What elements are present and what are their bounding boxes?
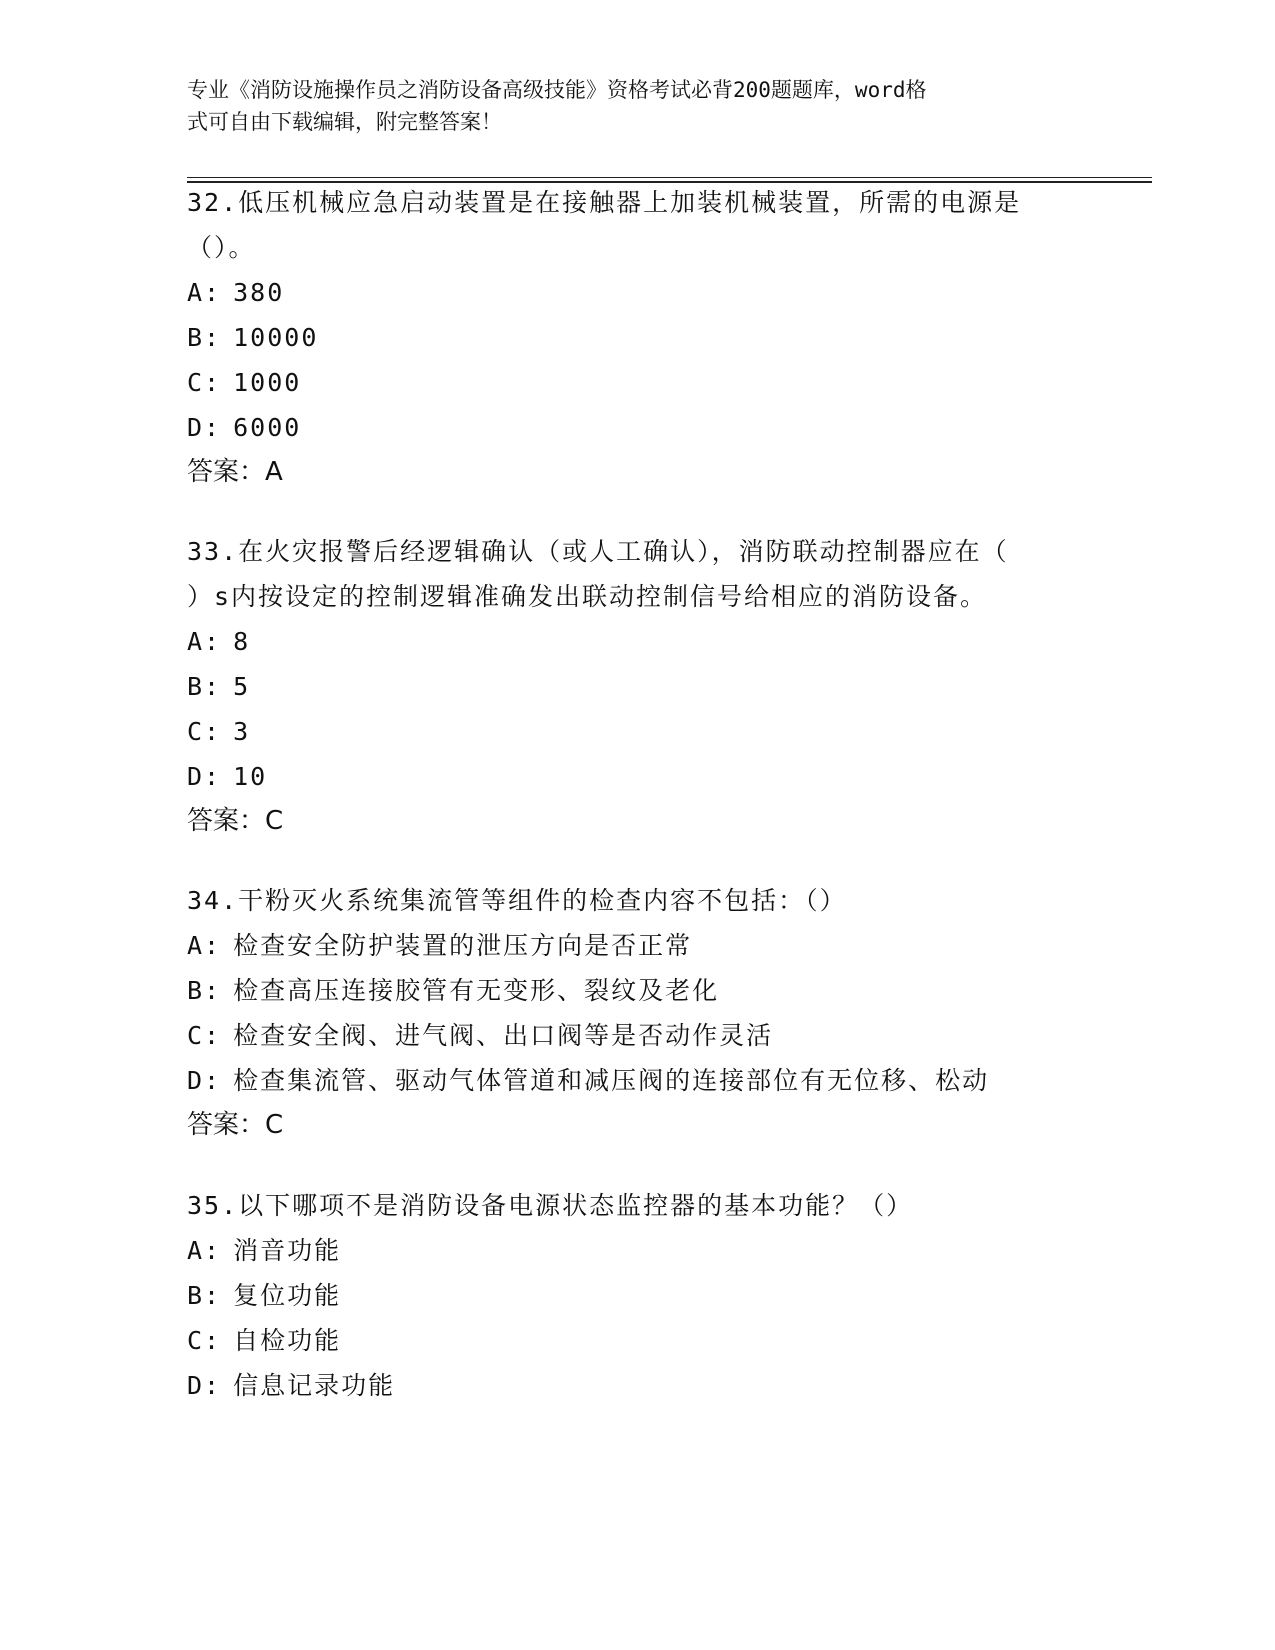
option-key: B: — [187, 672, 222, 701]
option-key: D: — [187, 762, 222, 791]
option-text: 消音功能 — [233, 1236, 342, 1265]
answer-line: 答案：C — [187, 806, 284, 836]
option-c — [187, 360, 1087, 405]
header-line-1: 专业《消防设施操作员之消防设备高级技能》资格考试必背200题题库，word格 — [187, 78, 927, 102]
question-35 — [187, 1183, 1087, 1408]
option-c — [187, 709, 1087, 754]
question-32 — [187, 180, 1087, 495]
question-stem: 32.低压机械应急启动装置是在接触器上加装机械装置，所需的电源是 — [187, 188, 1022, 217]
option-key: B: — [187, 323, 222, 352]
option-key: C: — [187, 1326, 222, 1355]
option-b — [187, 1273, 1087, 1318]
option-text: 复位功能 — [233, 1281, 342, 1310]
option-key: B: — [187, 976, 222, 1005]
document-header — [187, 74, 1067, 138]
option-text: 自检功能 — [233, 1326, 342, 1355]
question-stem: 34.干粉灭火系统集流管等组件的检查内容不包括：（） — [187, 886, 847, 915]
option-b — [187, 315, 1087, 360]
option-text: 8 — [233, 627, 251, 656]
option-c — [187, 1318, 1087, 1363]
option-key: C: — [187, 1021, 222, 1050]
option-text: 1000 — [233, 368, 302, 397]
option-text: 3 — [233, 717, 251, 746]
answer-line: 答案：A — [187, 457, 283, 487]
question-stem-continued: （）。 — [187, 233, 256, 262]
answer-line: 答案：C — [187, 1110, 284, 1140]
option-text: 10 — [233, 762, 268, 791]
option-key: A: — [187, 278, 222, 307]
option-key: C: — [187, 717, 222, 746]
option-text: 6000 — [233, 413, 302, 442]
question-stem-continued: ）s内按设定的控制逻辑准确发出联动控制信号给相应的消防设备。 — [187, 582, 988, 611]
option-text: 信息记录功能 — [233, 1371, 396, 1400]
option-key: C: — [187, 368, 222, 397]
header-line-2: 式可自由下载编辑，附完整答案！ — [187, 110, 502, 134]
option-a — [187, 619, 1087, 664]
option-key: D: — [187, 1371, 222, 1400]
option-key: D: — [187, 1066, 222, 1095]
option-text: 10000 — [233, 323, 319, 352]
question-34 — [187, 878, 1087, 1148]
question-stem: 33.在火灾报警后经逻辑确认（或人工确认），消防联动控制器应在（ — [187, 537, 1009, 566]
option-text: 检查安全阀、进气阀、出口阀等是否动作灵活 — [233, 1021, 774, 1050]
option-text: 检查高压连接胶管有无变形、裂纹及老化 — [233, 976, 720, 1005]
option-key: D: — [187, 413, 222, 442]
option-d — [187, 754, 1087, 799]
option-key: B: — [187, 1281, 222, 1310]
option-d — [187, 405, 1087, 450]
option-key: A: — [187, 627, 222, 656]
option-text: 380 — [233, 278, 285, 307]
header-divider-thin — [187, 177, 1152, 178]
option-a — [187, 1228, 1087, 1273]
option-a — [187, 923, 1087, 968]
question-33 — [187, 529, 1087, 844]
option-text: 检查集流管、驱动气体管道和减压阀的连接部位有无位移、松动 — [233, 1066, 990, 1095]
question-stem: 35.以下哪项不是消防设备电源状态监控器的基本功能？（） — [187, 1191, 914, 1220]
option-text: 检查安全防护装置的泄压方向是否正常 — [233, 931, 693, 960]
option-b — [187, 968, 1087, 1013]
option-text: 5 — [233, 672, 251, 701]
option-b — [187, 664, 1087, 709]
option-key: A: — [187, 1236, 222, 1265]
option-key: A: — [187, 931, 222, 960]
option-d — [187, 1363, 1087, 1408]
option-c — [187, 1013, 1087, 1058]
option-d — [187, 1058, 1087, 1103]
option-a — [187, 270, 1087, 315]
